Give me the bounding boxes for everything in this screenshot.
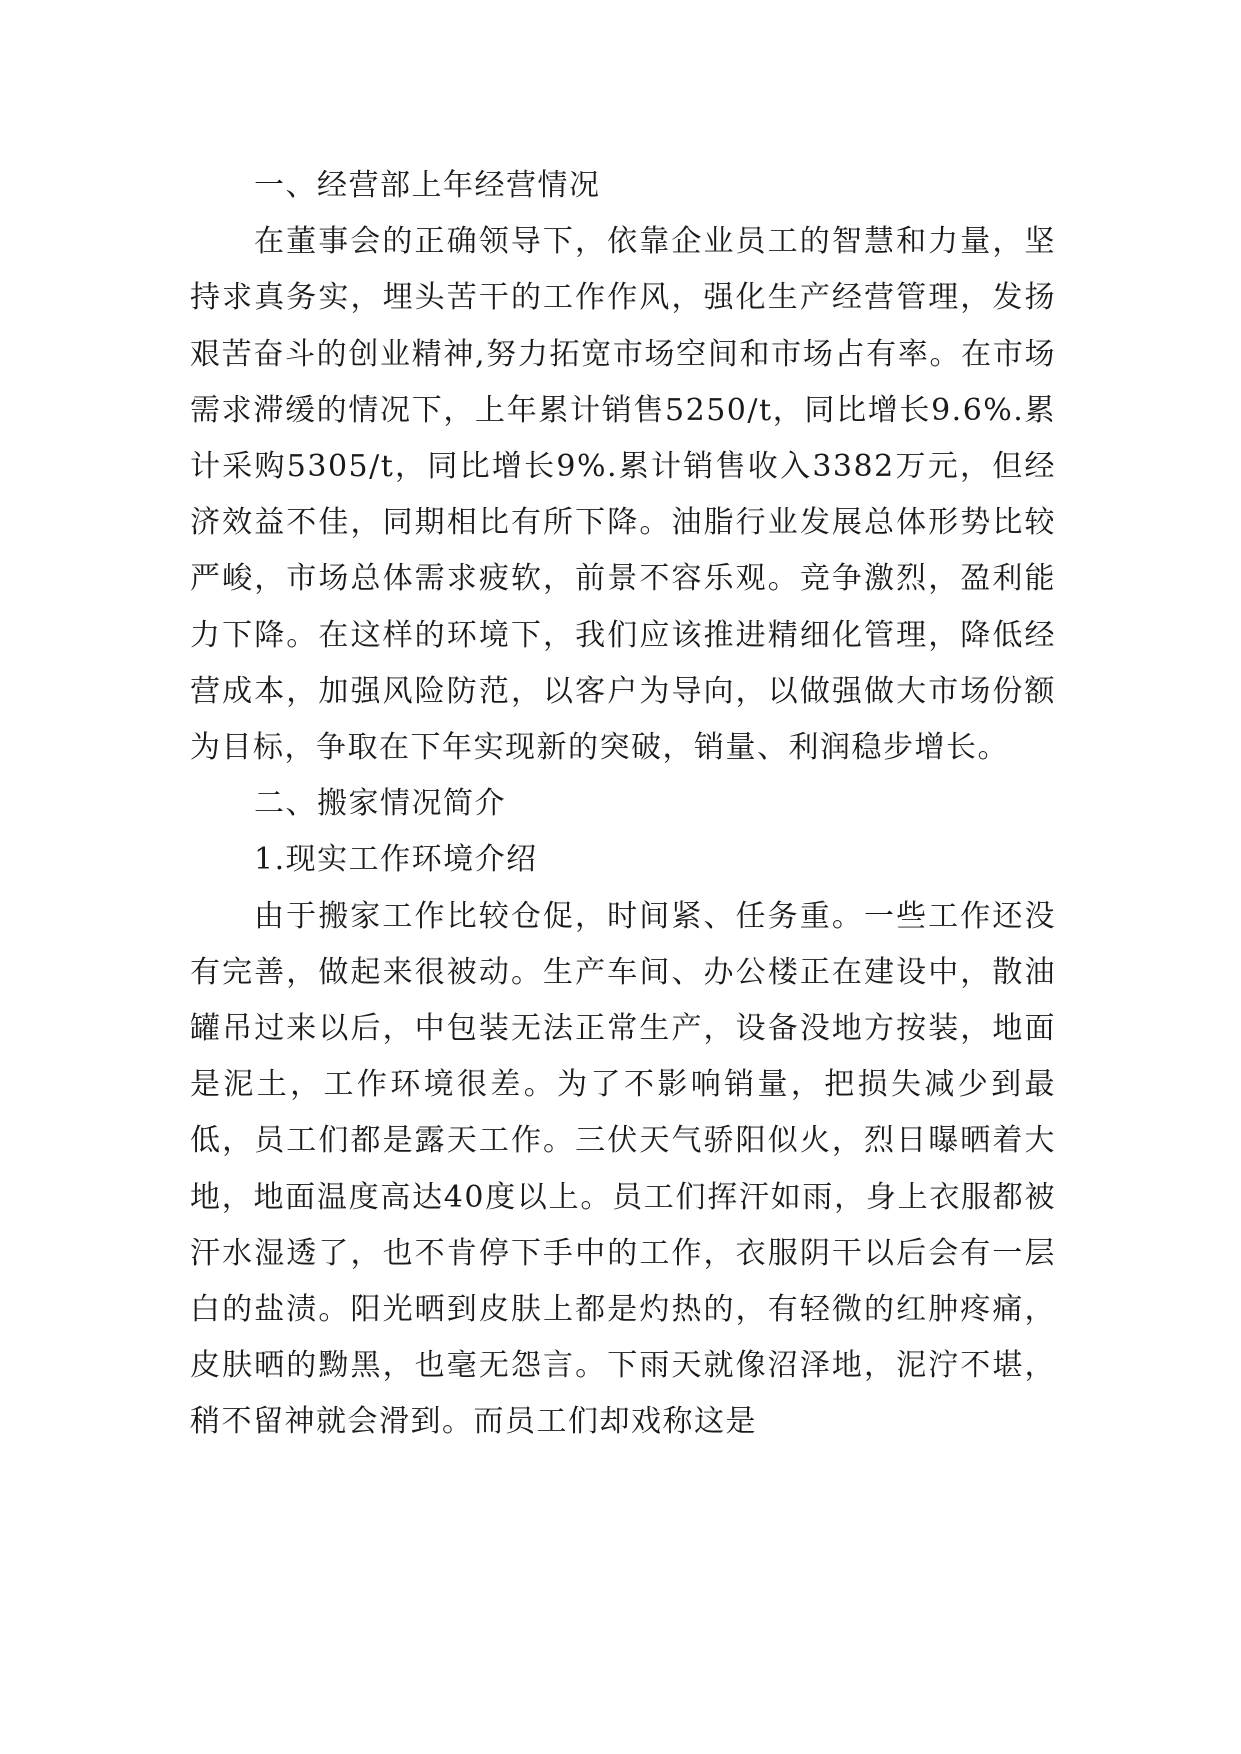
document-body — [190, 158, 1056, 1451]
subheading-work-environment: 1.现实工作环境介绍 — [254, 842, 538, 878]
section-heading-relocation: 二、搬家情况简介 — [254, 786, 506, 822]
section-heading-business-status: 一、经营部上年经营情况 — [254, 168, 601, 203]
paragraph-business-summary: 在董事会的正确领导下，依靠企业员工的智慧和力量，坚持求真务实，埋头苦干的工作作风，强化生产经营管理，发扬艰苦奋斗的创业精神,努力拓宽市场空间和市场占有率。在市场需求滞缓的情况下，上年累计销售5250/t，同比增长9.6%.累计采购5305/t，同比增长9%.累计销售收入3382万元，但经济效益不佳，同期相比有所下降。油脂行业发展总体形势比较严峻，市场总体需求疲软，前景不容乐观。竞争激烈，盈利能力下降。在这样的环境下，我们应该推进精细化管理，降低经营成本，加强风险防范，以客户为导向，以做强做大市场份额为目标，争取在下年实现新的突破，销量、利润稳步增长。 — [190, 224, 1056, 766]
paragraph-work-environment: 由于搬家工作比较仓促，时间紧、任务重。一些工作还没有完善，做起来很被动。生产车间、办公楼正在建设中，散油罐吊过来以后，中包装无法正常生产，设备没地方按装，地面是泥土，工作环境很差。为了不影响销量，把损失减少到最低，员工们都是露天工作。三伏天气骄阳似火，烈日曝晒着大地，地面温度高达40度以上。员工们挥汗如雨，身上衣服都被汗水湿透了，也不肯停下手中的工作，衣服阴干以后会有一层白的盐渍。阳光晒到皮肤上都是灼热的，有轻微的红肿疼痛，皮肤晒的黝黑，也毫无怨言。下雨天就像沼泽地，泥泞不堪，稍不留神就会滑到。而员工们却戏称这是 — [190, 898, 1056, 1440]
